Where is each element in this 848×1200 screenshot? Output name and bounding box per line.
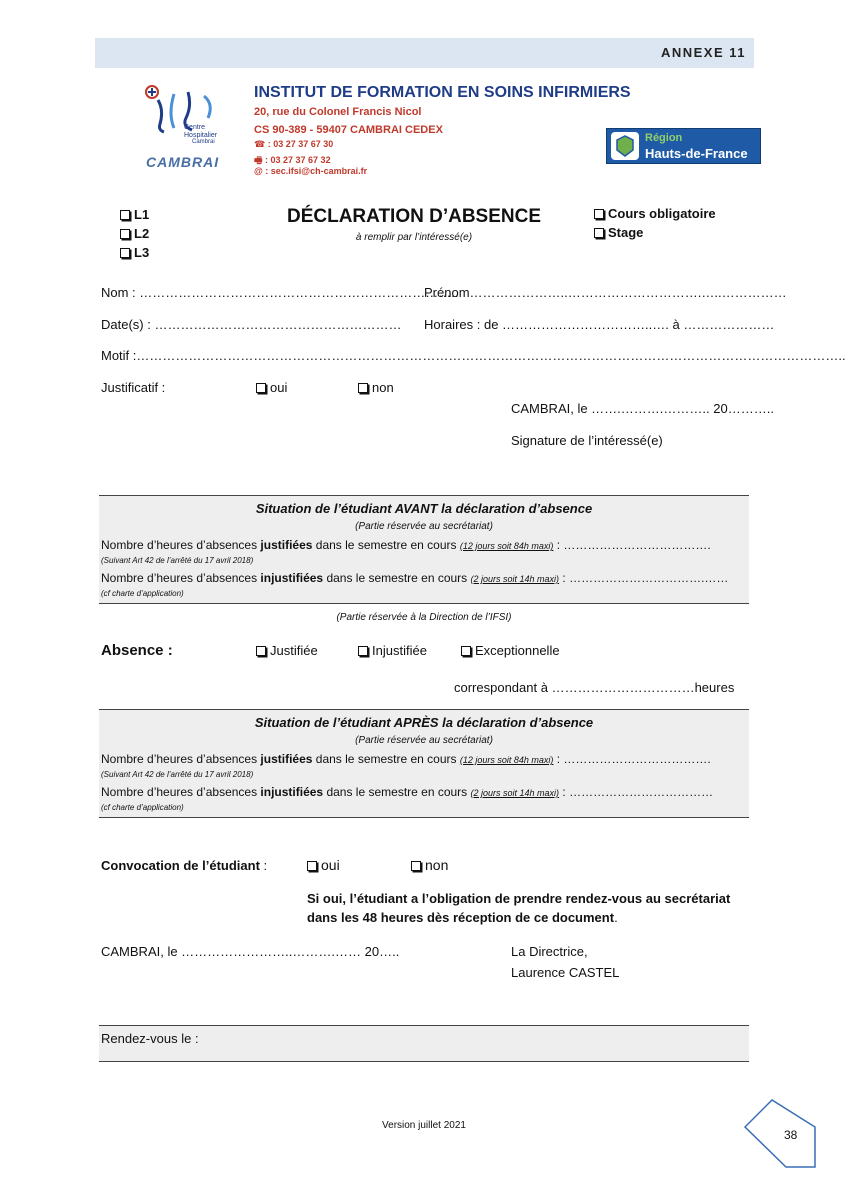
field-horaires[interactable]: Horaires : de ……………………………..…. à ………………… xyxy=(424,317,775,332)
checkbox-icon[interactable] xyxy=(256,383,266,393)
checkbox-icon[interactable] xyxy=(120,248,130,258)
institute-title: INSTITUT DE FORMATION EN SOINS INFIRMIERS xyxy=(254,84,631,101)
region-line-1: Région xyxy=(645,132,683,144)
page-corner-icon xyxy=(742,1097,818,1169)
logo-sub-3: Cambrai xyxy=(192,139,215,145)
type-stage[interactable]: Stage xyxy=(594,223,716,242)
avant-box xyxy=(99,495,749,604)
absence-justifiee[interactable]: Justifiée xyxy=(256,643,318,658)
region-line-2: Hauts-de-France xyxy=(645,146,748,161)
convocation-note-1: Si oui, l’étudiant a l’obligation de prendre rendez-vous au secrétariat xyxy=(307,891,731,906)
apres-box xyxy=(99,709,749,818)
field-dates[interactable]: Date(s) : ………………………………………………… xyxy=(101,317,402,332)
apres-note-1: (Suivant Art 42 de l’arrêté du 17 avril 2018) xyxy=(101,770,254,779)
avant-injustifiees-line[interactable]: Nombre d’heures d’absences injustifiées dans le semestre en cours (2 jours soit 14h maxi) : …………………………….…… xyxy=(101,571,729,585)
direction-reserved: (Partie réservée à la Direction de l’IFSI) xyxy=(336,612,512,623)
checkbox-icon[interactable] xyxy=(461,646,471,656)
justificatif-label: Justificatif : xyxy=(101,380,166,395)
checkbox-icon[interactable] xyxy=(411,861,421,871)
checkbox-icon[interactable] xyxy=(594,228,604,238)
field-prenom[interactable]: Prénom…………………..………………………….…..…………… xyxy=(424,285,787,300)
director-title: La Directrice, xyxy=(511,944,588,959)
absence-label: Absence : xyxy=(101,642,173,659)
director-name: Laurence CASTEL xyxy=(511,965,620,980)
level-l2[interactable]: L2 xyxy=(120,224,149,243)
level-l1[interactable]: L1 xyxy=(120,205,149,224)
avant-reserved: (Partie réservée au secrétariat) xyxy=(355,521,493,532)
institute-address-1: 20, rue du Colonel Francis Nicol xyxy=(254,106,422,118)
institute-email: @ : sec.ifsi@ch-cambrai.fr xyxy=(254,166,368,176)
ifsi-logo xyxy=(140,82,230,174)
avant-justifiees-line[interactable]: Nombre d’heures d’absences justifiées dans le semestre en cours (12 jours soit 84h maxi) : ………………………………. xyxy=(101,538,711,552)
justificatif-non[interactable]: non xyxy=(358,380,394,395)
field-nom[interactable]: Nom : ……………………………………………………………….. xyxy=(101,285,459,300)
form-title: DÉCLARATION D’ABSENCE xyxy=(286,206,542,227)
cambrai-le-2[interactable]: CAMBRAI, le ……………………..……….…… 20….. xyxy=(101,944,400,959)
apres-note-2: (cf charte d’application) xyxy=(101,803,184,812)
annex-label: ANNEXE 11 xyxy=(660,45,746,60)
checkbox-icon[interactable] xyxy=(256,646,266,656)
justificatif-oui[interactable]: oui xyxy=(256,380,287,395)
field-motif[interactable]: Motif :……………………………………………………………………………………………………………………………………………….. xyxy=(101,348,846,363)
annex-band xyxy=(95,38,754,68)
type-checkboxes xyxy=(594,204,716,242)
fax-icon: 🖷 xyxy=(254,155,263,165)
checkbox-icon[interactable] xyxy=(307,861,317,871)
phone-icon: ☎ xyxy=(254,139,266,149)
convocation-non[interactable]: non xyxy=(411,857,448,873)
convocation-label: Convocation de l’étudiant : xyxy=(101,858,268,873)
page-number-badge xyxy=(742,1097,818,1169)
avant-note-2: (cf charte d’application) xyxy=(101,589,184,598)
logo-sub-2: Hospitalier xyxy=(184,132,218,139)
institute-fax: : 03 27 37 67 32 xyxy=(265,155,331,165)
apres-justifiees-line[interactable]: Nombre d’heures d’absences justifiées dans le semestre en cours (12 jours soit 84h maxi) : ………………………………. xyxy=(101,752,711,766)
logo-sub-1: Centre xyxy=(184,124,206,131)
logo-text: CAMBRAI xyxy=(146,154,220,170)
checkbox-icon[interactable] xyxy=(358,646,368,656)
form-subtitle: à remplir par l’intéressé(e) xyxy=(355,232,473,243)
apres-reserved: (Partie réservée au secrétariat) xyxy=(355,735,493,746)
rendez-vous-box[interactable] xyxy=(99,1025,749,1062)
cambrai-le-1[interactable]: CAMBRAI, le …….……….……….. 20……….. xyxy=(511,401,774,416)
institute-address-2: CS 90-389 - 59407 CAMBRAI CEDEX xyxy=(254,124,443,136)
absence-exceptionnelle[interactable]: Exceptionnelle xyxy=(461,643,560,658)
checkbox-icon[interactable] xyxy=(358,383,368,393)
absence-injustifiee[interactable]: Injustifiée xyxy=(358,643,427,658)
correspondant-field[interactable]: correspondant à ……………………………heures xyxy=(454,680,735,695)
footer-version: Version juillet 2021 xyxy=(382,1120,466,1131)
apres-title: Situation de l’étudiant APRÈS la déclaration d’absence xyxy=(254,715,594,730)
avant-title: Situation de l’étudiant AVANT la déclaration d’absence xyxy=(255,501,593,516)
institute-phone-row xyxy=(254,139,333,150)
region-logo xyxy=(606,128,761,164)
page-number: 38 xyxy=(784,1128,798,1142)
signature-label: Signature de l’intéressé(e) xyxy=(511,433,663,448)
france-map-icon xyxy=(611,132,639,160)
institute-phone: : 03 27 37 67 30 xyxy=(267,139,334,149)
type-cours[interactable]: Cours obligatoire xyxy=(594,204,716,223)
level-l3[interactable]: L3 xyxy=(120,243,149,262)
convocation-oui[interactable]: oui xyxy=(307,857,340,873)
avant-note-1: (Suivant Art 42 de l’arrêté du 17 avril 2018) xyxy=(101,556,254,565)
apres-injustifiees-line[interactable]: Nombre d’heures d’absences injustifiées dans le semestre en cours (2 jours soit 14h maxi) : ……………………………… xyxy=(101,785,714,799)
rendez-vous-label: Rendez-vous le : xyxy=(101,1031,199,1046)
checkbox-icon[interactable] xyxy=(594,209,604,219)
convocation-note-2: dans les 48 heures dès réception de ce document. xyxy=(307,910,618,925)
